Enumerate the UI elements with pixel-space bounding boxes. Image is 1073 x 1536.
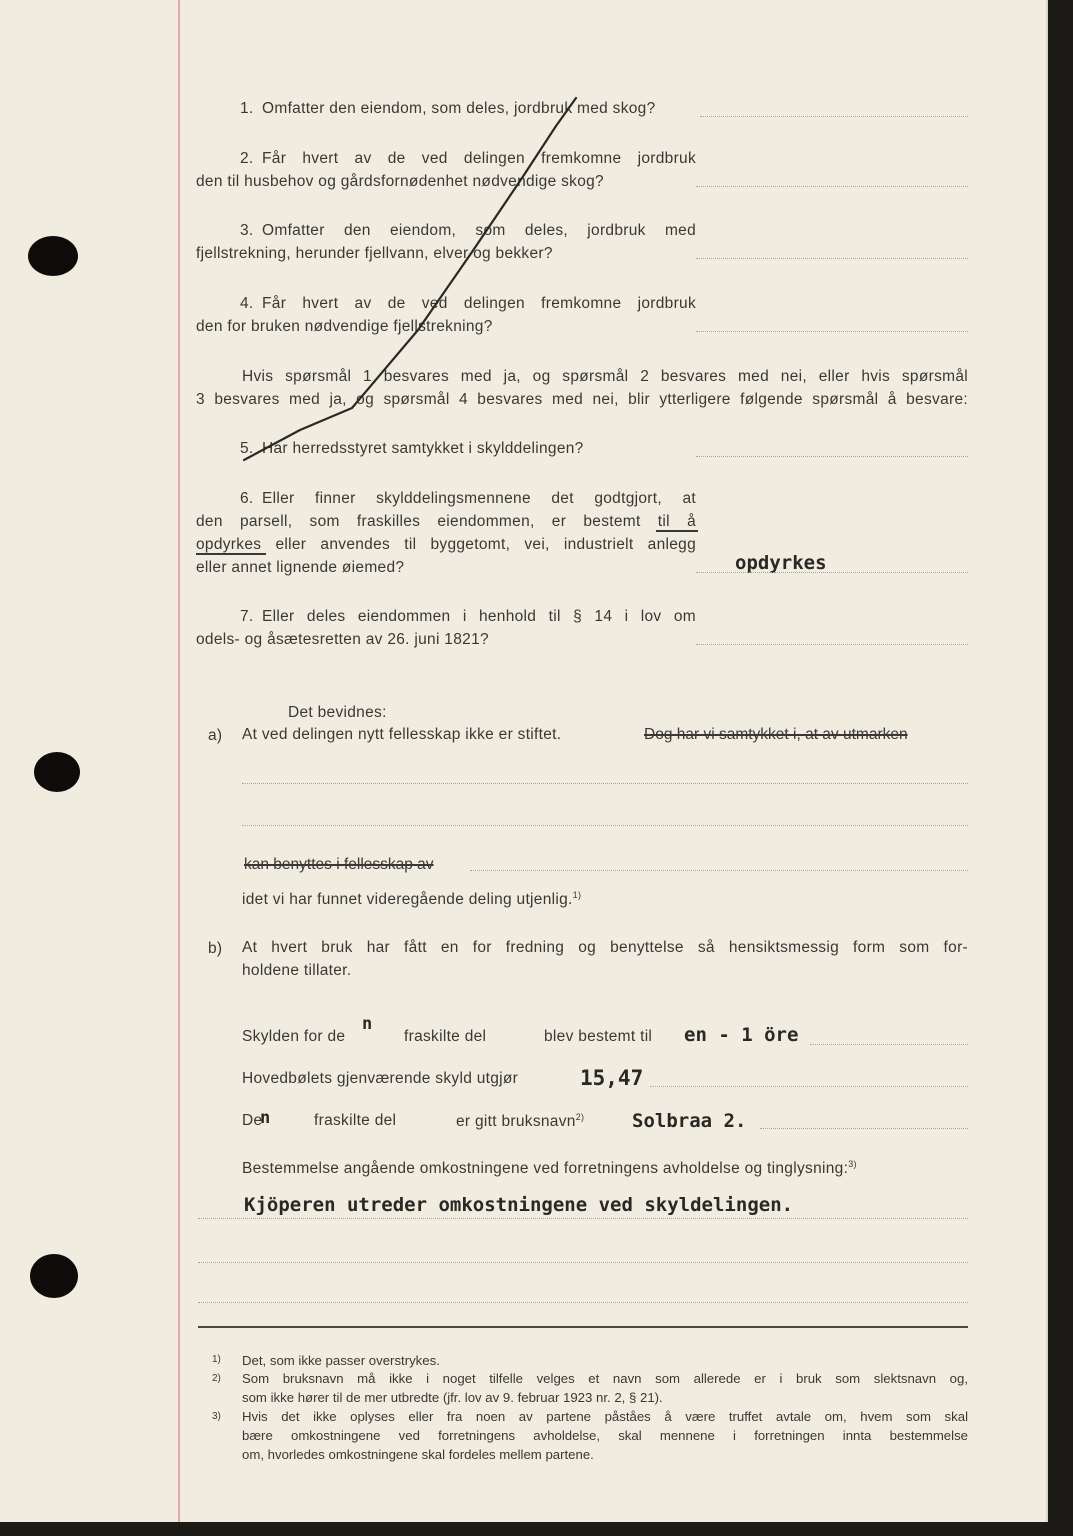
bruksnavn-a: De — [242, 1112, 263, 1129]
q6-line4: eller annet lignende øiemed? — [196, 559, 405, 576]
bevidnes-a-text: At ved delingen nytt fellesskap ikke er stiftet. — [242, 726, 562, 743]
omkostning-value: Kjöperen utreder omkostningene ved skyldelingen. — [244, 1194, 794, 1216]
q2-number: 2. — [240, 150, 254, 167]
q6-number: 6. — [240, 490, 254, 507]
q1-number: 1. — [240, 100, 254, 117]
footnote-2-mark: 2) — [212, 1373, 221, 1384]
footnote-3-line2: bære omkostningene ved forretningens avholdelse, skal mennene i forretningen innta bestemmelse — [242, 1428, 968, 1443]
q7-number: 7. — [240, 608, 254, 625]
hovedbol-value: 15,47 — [580, 1066, 644, 1090]
footnote-3-line1: Hvis det ikke oplyses eller fra noen av partene påståes å være truffet avtale om, hvem som skal — [242, 1409, 968, 1424]
q2-line2: den til husbehov og gårdsfornødenhet nødvendige skog? — [196, 173, 604, 190]
q5-number: 5. — [240, 440, 254, 457]
bevidnes-b-line2: holdene tillater. — [242, 962, 352, 979]
q3-line1: Omfatter den eiendom, som deles, jordbruk med — [262, 222, 696, 239]
q6-line3: opdyrkes eller anvendes til byggetomt, vei, industrielt anlegg — [196, 536, 696, 553]
bruksnavn-c-text: er gitt bruksnavn — [456, 1113, 576, 1131]
footnote-1-line1: Det, som ikke passer overstrykes. — [242, 1353, 440, 1368]
bevidnes-b-line1: At hvert bruk har fått en for fredning og benyttelse så hensiktsmessig form som for- — [242, 939, 968, 956]
q7-line1: Eller deles eiendommen i henhold til § 14 i lov om — [262, 608, 696, 625]
q3-number: 3. — [240, 222, 254, 239]
footnote-2-line1: Som bruksnavn må ikke i noget tilfelle velges et navn som allerede er i bruk som slektsnavn og, — [242, 1371, 968, 1386]
q6-line1: Eller finner skylddelingsmennene det godtgjort, at — [262, 490, 696, 507]
q1-text: Omfatter den eiendom, som deles, jordbruk med skog? — [262, 100, 656, 117]
bruksnavn-value: Solbraa 2. — [632, 1110, 747, 1132]
footnote-ref-3: 3) — [848, 1159, 857, 1169]
bevidnes-heading: Det bevidnes: — [288, 704, 387, 721]
q5-text: Har herredsstyret samtykket i skylddelingen? — [262, 440, 584, 457]
footnote-ref-2: 2) — [575, 1112, 585, 1122]
bevidnes-a-label: a) — [208, 727, 223, 744]
skyld-n: n — [362, 1014, 373, 1034]
footnote-2-line2: som ikke hører til de mer utbredte (jfr. lov av 9. februar 1923 nr. 2, § 21). — [242, 1390, 663, 1405]
skyld-label-c: blev bestemt til — [544, 1028, 653, 1045]
q6-line2: den parsell, som fraskilles eiendommen, er bestemt til å — [196, 513, 696, 530]
bevidnes-a-struck2: kan benyttes i fellesskap av — [244, 856, 434, 873]
skyld-label-b: fraskilte del — [404, 1028, 487, 1045]
footnote-3-line3: om, hvorledes omkostningene skal fordeles mellem partene. — [242, 1447, 594, 1462]
bestemmelse-text: Bestemmelse angående omkostningene ved forretningens avholdelse og tinglysning: — [242, 1160, 849, 1178]
skyld-label-a: Skylden for de — [242, 1028, 346, 1045]
q3-line2: fjellstrekning, herunder fjellvann, elver og bekker? — [196, 245, 553, 262]
bevidnes-a-struck: Dog har vi samtykket i, at av utmarken — [644, 726, 908, 743]
bevidnes-b-label: b) — [208, 940, 223, 957]
q4-line1: Får hvert av de ved delingen fremkomne jordbruk — [262, 295, 696, 312]
footnote-ref-1: 1) — [572, 890, 582, 900]
q6-answer: opdyrkes — [735, 552, 827, 574]
conditional-line2: 3 besvares med ja, og spørsmål 4 besvares med nei, blir ytterligere følgende spørsmål å besvare: — [196, 391, 968, 408]
bruksnavn-b: fraskilte del — [314, 1112, 397, 1129]
skyld-value: en - 1 öre — [684, 1024, 799, 1046]
q7-line2: odels- og åsætesretten av 26. juni 1821? — [196, 631, 489, 648]
hovedbol-label: Hovedbølets gjenværende skyld utgjør — [242, 1070, 519, 1087]
conditional-line1: Hvis spørsmål 1 besvares med ja, og spørsmål 2 besvares med nei, eller hvis spørsmål — [242, 368, 968, 385]
bevidnes-a-end-text: idet vi har funnet videregående deling utjenlig. — [242, 891, 573, 909]
footnote-3-mark: 3) — [212, 1411, 221, 1422]
q4-number: 4. — [240, 295, 254, 312]
footnote-1-mark: 1) — [212, 1354, 221, 1365]
q4-line2: den for bruken nødvendige fjellstrekning? — [196, 318, 493, 335]
q2-line1: Får hvert av de ved delingen fremkomne jordbruk — [262, 150, 696, 167]
bruksnavn-n: n — [260, 1108, 271, 1128]
